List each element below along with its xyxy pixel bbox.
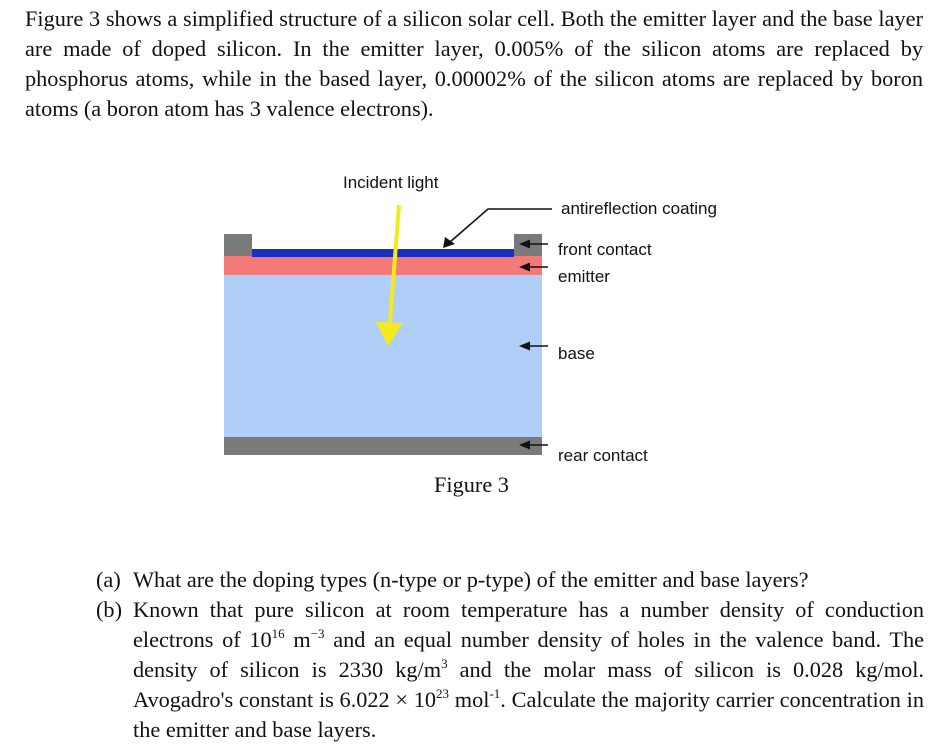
front-contact-label: front contact — [558, 240, 652, 259]
question-a — [96, 565, 924, 595]
question-a-text: What are the doping types (n-type or p-type) of the emitter and base layers? — [133, 567, 809, 592]
base-label: base — [558, 344, 595, 363]
antireflection-label: antireflection coating — [561, 199, 717, 218]
question-list — [96, 565, 924, 745]
question-b-label: (b) — [96, 597, 122, 622]
rear-contact-label: rear contact — [558, 446, 648, 465]
emitter-label: emitter — [558, 267, 610, 286]
incident-light-label: Incident light — [343, 173, 439, 192]
front-contact-left — [224, 234, 252, 256]
base-layer — [224, 275, 542, 437]
question-a-label: (a) — [96, 567, 121, 592]
solar-cell-diagram — [0, 160, 944, 472]
intro-paragraph: Figure 3 shows a simplified structure of a silicon solar cell. Both the emitter layer and the base layer are made of doped silicon. In the emitter layer, 0.005% of the silicon atoms are replaced by phosphorus atoms, while in the based layer, 0.00002% of the silicon atoms are replaced by boron atoms (a boron atom has 3 valence electrons). — [25, 6, 923, 121]
figure-caption: Figure 3 — [434, 472, 509, 497]
question-b — [96, 595, 924, 745]
antireflection-layer — [252, 249, 514, 257]
emitter-layer — [224, 256, 542, 275]
rear-contact-layer — [224, 437, 542, 455]
question-b-text: Known that pure silicon at room temperature has a number density of conduction electrons of $10^{16}$ $m^{-3}$ and an equal number density of holes in the valence band. The density of silicon is 2330 $kg/m^3$ and the molar mass of silicon is 0.028 kg/mol. Avogadro's constant is $6.022 \times 10^{23}$ mol$^{-1}$. Calculate the majority carrier concentration in the emitter and base layers. — [133, 597, 925, 742]
